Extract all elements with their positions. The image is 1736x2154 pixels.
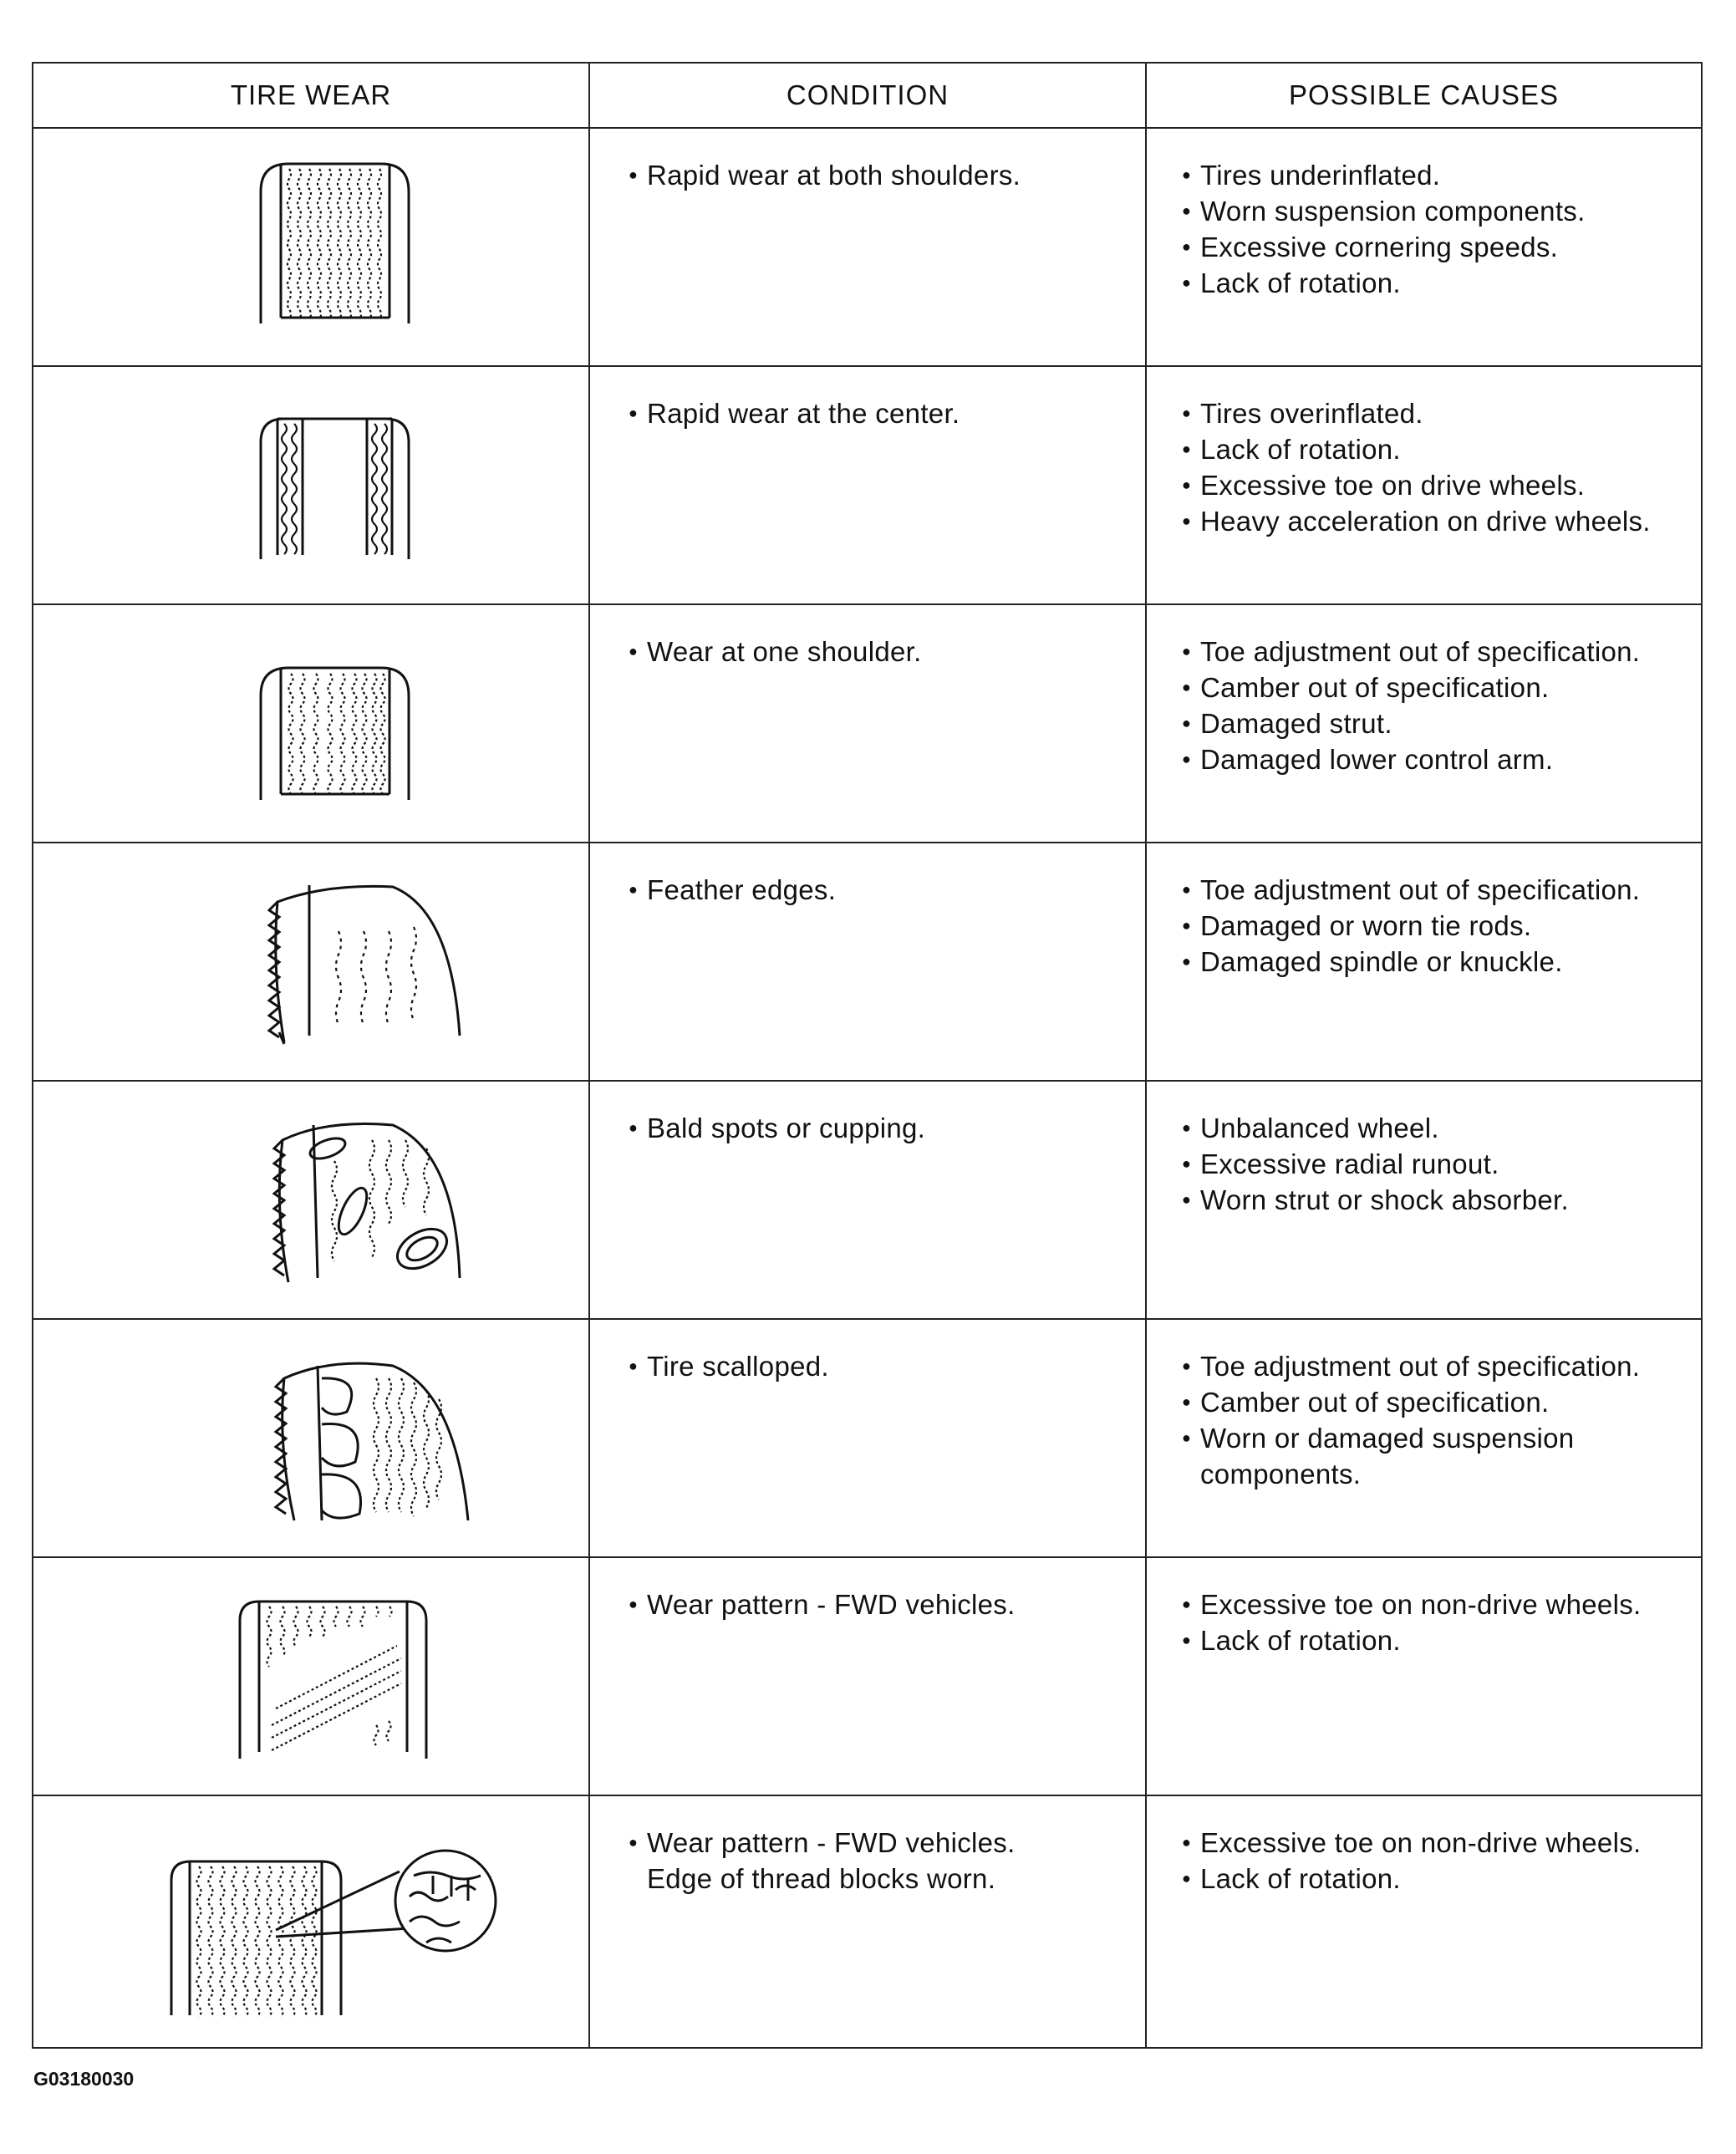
table-row [33,1557,1702,1795]
tire-center-wear-icon [33,367,588,603]
condition-text: ● Wear pattern - FWD vehicles. [629,1586,1145,1622]
table-row [33,604,1702,843]
cause-item: ● Damaged strut. [1182,705,1701,741]
tire-wear-cell [33,1795,589,2048]
header-tire-wear: TIRE WEAR [33,63,589,128]
tire-wear-cell [33,1319,589,1557]
header-possible-causes: POSSIBLE CAUSES [1146,63,1702,128]
table-row [33,1081,1702,1319]
table-header-row [33,63,1702,128]
tire-wear-table-container [32,62,1701,2049]
cause-item: ● Excessive cornering speeds. [1182,229,1701,265]
tire-cupping-icon [33,1082,588,1318]
cause-item: ● Toe adjustment out of specification. [1182,634,1701,670]
table-row [33,128,1702,366]
condition-text: ● Wear at one shoulder. [629,634,1145,670]
condition-text: ● Feather edges. [629,872,1145,908]
table-row [33,366,1702,604]
causes-cell [1146,843,1702,1081]
tire-feather-edge-icon [33,843,588,1080]
cause-item: ● Lack of rotation. [1182,1622,1701,1658]
causes-cell [1146,1319,1702,1557]
tire-one-shoulder-wear-icon [33,605,588,842]
cause-item: ● Damaged or worn tie rods. [1182,908,1701,944]
condition-text: ● Wear pattern - FWD vehicles. Edge of thread blocks worn. [629,1825,1082,1897]
condition-text: ● Rapid wear at the center. [629,395,1145,431]
cause-item: ● Tires overinflated. [1182,395,1701,431]
cause-item: ● Heavy acceleration on drive wheels. [1182,503,1701,539]
cause-item: ● Damaged spindle or knuckle. [1182,944,1701,980]
cause-item: ● Camber out of specification. [1182,1384,1701,1420]
tire-scalloped-icon [33,1320,588,1556]
cause-item: ● Excessive toe on non-drive wheels. [1182,1586,1701,1622]
cause-item: ● Camber out of specification. [1182,670,1701,705]
condition-text: ● Bald spots or cupping. [629,1110,1145,1146]
condition-cell [589,1795,1146,2048]
cause-item: ● Excessive toe on non-drive wheels. [1182,1825,1701,1861]
causes-cell [1146,1557,1702,1795]
cause-item: ● Worn or damaged suspension components. [1182,1420,1701,1492]
condition-cell [589,843,1146,1081]
causes-cell [1146,366,1702,604]
cause-item: ● Worn suspension components. [1182,193,1701,229]
cause-item: ● Lack of rotation. [1182,265,1701,301]
causes-cell [1146,604,1702,843]
table-row [33,843,1702,1081]
tire-wear-cell [33,1557,589,1795]
condition-cell [589,366,1146,604]
table-row [33,1795,1702,2048]
header-condition: CONDITION [589,63,1146,128]
causes-cell [1146,128,1702,366]
cause-item: ● Lack of rotation. [1182,431,1701,467]
tire-wear-cell [33,366,589,604]
causes-cell [1146,1795,1702,2048]
cause-item: ● Damaged lower control arm. [1182,741,1701,777]
tire-shoulder-wear-icon [33,129,588,365]
condition-cell [589,604,1146,843]
condition-cell [589,1319,1146,1557]
figure-id: G03180030 [33,2068,135,2090]
cause-item: ● Lack of rotation. [1182,1861,1701,1897]
tire-wear-cell [33,128,589,366]
tire-wear-cell [33,1081,589,1319]
condition-cell [589,128,1146,366]
cause-item: ● Unbalanced wheel. [1182,1110,1701,1146]
tire-wear-table [32,62,1703,2049]
cause-item: ● Excessive radial runout. [1182,1146,1701,1182]
condition-cell [589,1557,1146,1795]
causes-cell [1146,1081,1702,1319]
condition-text: ● Rapid wear at both shoulders. [629,157,1145,193]
tire-wear-cell [33,843,589,1081]
tire-wear-cell [33,604,589,843]
cause-item: ● Worn strut or shock absorber. [1182,1182,1701,1218]
condition-cell [589,1081,1146,1319]
cause-item: ● Toe adjustment out of specification. [1182,872,1701,908]
cause-item: ● Tires underinflated. [1182,157,1701,193]
cause-item: ● Excessive toe on drive wheels. [1182,467,1701,503]
table-row [33,1319,1702,1557]
condition-text: ● Tire scalloped. [629,1348,1145,1384]
tire-tread-block-wear-icon [33,1796,588,2047]
tire-diagonal-wear-icon [33,1558,588,1795]
cause-item: ● Toe adjustment out of specification. [1182,1348,1701,1384]
